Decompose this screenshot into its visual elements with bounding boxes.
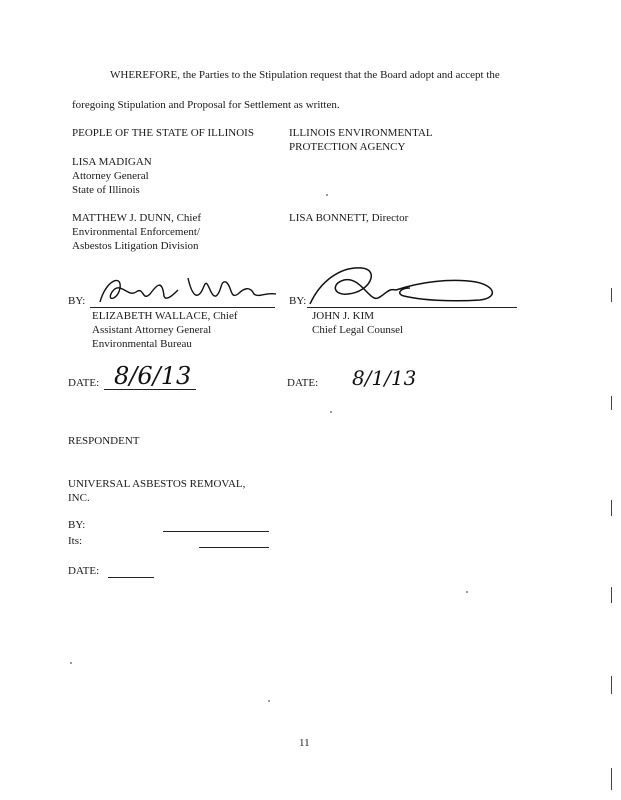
scan-speck — [466, 591, 468, 593]
paragraph-line-1: WHEREFORE, the Parties to the Stipulation request that the Board adopt and accept the — [110, 69, 500, 81]
kim-signature — [300, 262, 510, 312]
scan-speck — [326, 194, 328, 196]
scan-artifact — [611, 500, 612, 516]
scan-speck — [70, 662, 72, 664]
scan-speck — [268, 700, 270, 702]
left-signer-bureau: Environmental Bureau — [92, 338, 192, 350]
paragraph-line-2: foregoing Stipulation and Proposal for Settlement as written. — [72, 99, 340, 111]
wallace-signature — [92, 272, 282, 312]
right-signer-name: JOHN J. KIM — [312, 310, 375, 322]
respondent-name-2: INC. — [68, 492, 90, 504]
director-name: LISA BONNETT, Director — [289, 212, 409, 224]
scan-speck — [330, 411, 332, 413]
right-date-handwritten: 8/1/13 — [352, 366, 417, 390]
left-party-name: PEOPLE OF THE STATE OF ILLINOIS — [72, 127, 254, 139]
left-by-label: BY: — [68, 295, 86, 307]
scan-artifact — [611, 676, 612, 694]
respondent-its-label: Its: — [68, 535, 83, 547]
official-state: State of Illinois — [72, 184, 140, 196]
scan-artifact — [611, 396, 612, 410]
scan-artifact — [611, 768, 612, 790]
respondent-by-label: BY: — [68, 519, 86, 531]
page-number: 11 — [299, 737, 310, 749]
scan-artifact — [611, 587, 612, 603]
respondent-name-1: UNIVERSAL ASBESTOS REMOVAL, — [68, 478, 246, 490]
respondent-date-line — [108, 577, 154, 578]
left-date-label: DATE: — [68, 377, 100, 389]
respondent-its-line — [199, 547, 269, 548]
left-date-handwritten: 8/6/13 — [114, 362, 192, 390]
respondent-heading: RESPONDENT — [68, 435, 140, 447]
right-party-name-2: PROTECTION AGENCY — [289, 141, 406, 153]
respondent-date-label: DATE: — [68, 565, 100, 577]
chief-division-1: Environmental Enforcement/ — [72, 226, 200, 238]
scan-artifact — [611, 288, 612, 302]
chief-name: MATTHEW J. DUNN, Chief — [72, 212, 202, 224]
left-signer-title: Assistant Attorney General — [92, 324, 212, 336]
left-signer-name: ELIZABETH WALLACE, Chief — [92, 310, 238, 322]
chief-division-2: Asbestos Litigation Division — [72, 240, 199, 252]
right-signer-title: Chief Legal Counsel — [312, 324, 404, 336]
right-by-label: BY: — [289, 295, 307, 307]
official-name: LISA MADIGAN — [72, 156, 152, 168]
official-title: Attorney General — [72, 170, 149, 182]
right-date-label: DATE: — [287, 377, 319, 389]
right-party-name-1: ILLINOIS ENVIRONMENTAL — [289, 127, 433, 139]
respondent-by-line — [163, 531, 269, 532]
